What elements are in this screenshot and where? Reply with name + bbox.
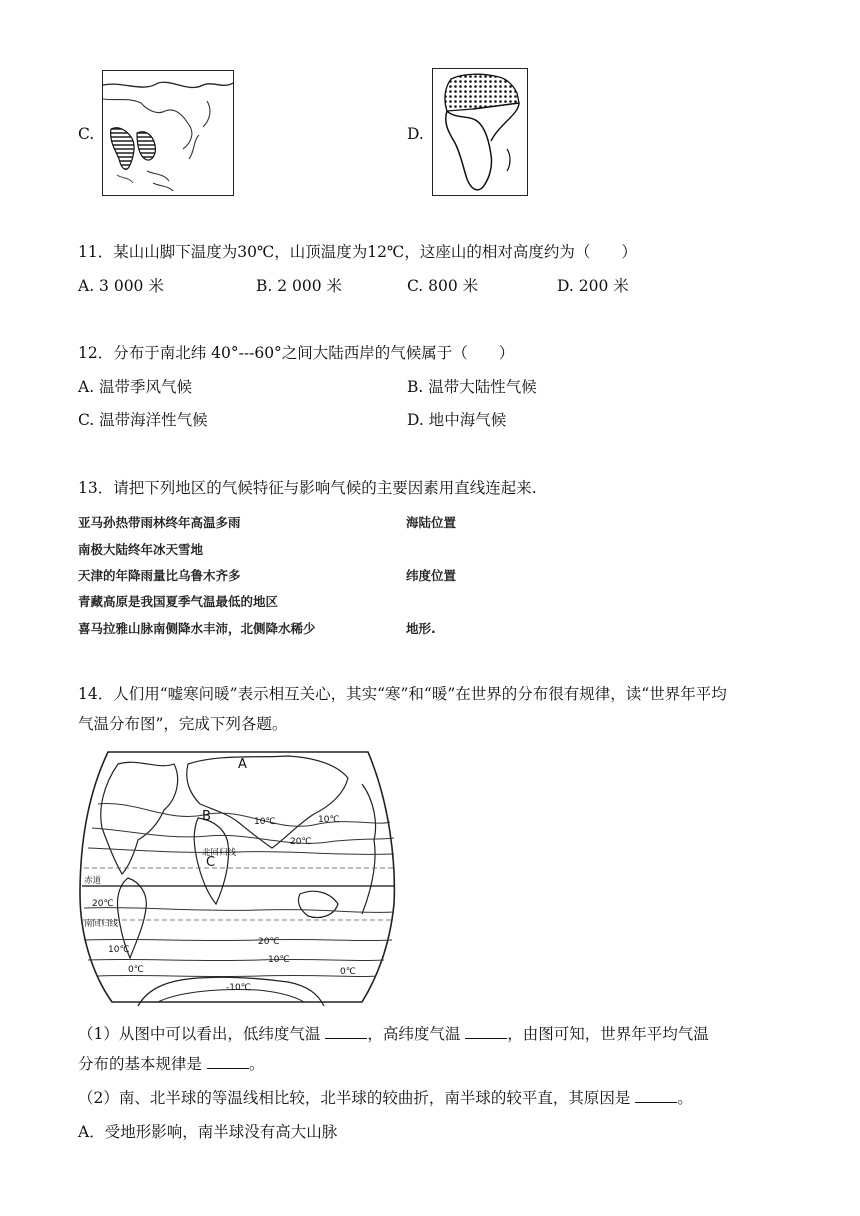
- world-temperature-map: [78, 744, 398, 1006]
- q13-left-item[interactable]: 亚马孙热带雨林终年高温多雨: [78, 515, 241, 530]
- point-b-label: B: [202, 809, 211, 824]
- q11-option-c[interactable]: C. 800 米: [407, 277, 479, 295]
- q12-option-b[interactable]: B. 温带大陆性气候: [407, 378, 537, 396]
- isotherm-label: 0℃: [128, 965, 144, 975]
- asia-map-image: [103, 71, 233, 195]
- q13-stem: 13．请把下列地区的气候特征与影响气候的主要因素用直线连起来.: [78, 479, 537, 497]
- isotherm-label: 10℃: [108, 945, 130, 955]
- isotherm-label: 10℃: [254, 817, 276, 827]
- q14-stem-line2: 气温分布图”，完成下列各题。: [78, 715, 288, 733]
- q13-left-item[interactable]: 南极大陆终年冰天雪地: [78, 542, 204, 557]
- q14-stem-line1: 14．人们用“嘘寒问暖”表示相互关心，其实“寒”和“暖”在世界的分布很有规律，读“世界年平均: [78, 685, 727, 703]
- q13-left-item[interactable]: 天津的年降雨量比乌鲁木齐多: [78, 568, 241, 583]
- q13-right-item[interactable]: 海陆位置: [406, 515, 457, 530]
- q14-sub1-text-b: ，高纬度气温: [367, 1025, 461, 1043]
- isotherm-label: 20℃: [92, 899, 114, 909]
- q12-option-d[interactable]: D. 地中海气候: [407, 411, 507, 429]
- q14-sub2: [78, 1088, 693, 1108]
- option-c-label: C.: [78, 125, 95, 143]
- q13-left-item[interactable]: 喜马拉雅山脉南侧降水丰沛，北侧降水稀少: [78, 621, 316, 636]
- q14-sub1-end: 。: [248, 1055, 265, 1073]
- q11-option-a[interactable]: A. 3 000 米: [78, 277, 164, 295]
- q14-sub1-line1: [78, 1024, 709, 1044]
- tropic-label: 北回归线: [202, 848, 237, 858]
- map-c-asia: [102, 70, 234, 196]
- q13-right-item[interactable]: 地形.: [406, 621, 436, 636]
- answer-blank-rule[interactable]: [207, 1054, 249, 1069]
- q14-sub1-text-a: （1）从图中可以看出，低纬度气温: [78, 1025, 321, 1043]
- answer-blank-high-latitude[interactable]: [465, 1024, 507, 1039]
- q11-option-b[interactable]: B. 2 000 米: [256, 277, 343, 295]
- equator-label: 赤道: [84, 876, 102, 886]
- q14-sub1-line2-text: 分布的基本规律是: [78, 1055, 203, 1073]
- q14-sub1-text-c: ，由图可知，世界年平均气温: [507, 1025, 709, 1043]
- africa-map-image: [433, 69, 527, 195]
- isotherm-label: -10℃: [226, 983, 251, 993]
- point-c-label: C: [206, 855, 216, 870]
- q12-stem: 12．分布于南北纬 40°---60°之间大陆西岸的气候属于（ ）: [78, 344, 515, 362]
- isotherm-label: 20℃: [290, 837, 312, 847]
- tropic-south-label: 南回归线: [84, 919, 119, 929]
- q12-option-a[interactable]: A. 温带季风气候: [78, 378, 193, 396]
- map-d-africa: [432, 68, 528, 196]
- isotherm-label: 0℃: [340, 967, 356, 977]
- q12-option-c[interactable]: C. 温带海洋性气候: [78, 411, 208, 429]
- answer-blank-low-latitude[interactable]: [325, 1024, 367, 1039]
- q14-sub2-end: 。: [677, 1089, 693, 1107]
- isotherm-label: 10℃: [318, 815, 340, 825]
- option-d-label: D.: [407, 125, 424, 143]
- q14-sub2-text: （2）南、北半球的等温线相比较，北半球的较曲折，南半球的较平直，其原因是: [78, 1089, 631, 1107]
- answer-blank-reason[interactable]: [635, 1088, 677, 1103]
- q14-sub1-line2: [78, 1054, 264, 1074]
- q13-right-item[interactable]: 纬度位置: [406, 568, 457, 583]
- q11-stem: 11．某山山脚下温度为30℃，山顶温度为12℃，这座山的相对高度约为（ ）: [78, 243, 637, 261]
- q11-option-d[interactable]: D. 200 米: [557, 277, 629, 295]
- point-a-label: A: [238, 757, 247, 772]
- q13-left-item[interactable]: 青藏高原是我国夏季气温最低的地区: [78, 594, 279, 609]
- q14-sub2-option-a[interactable]: A．受地形影响，南半球没有高大山脉: [78, 1123, 338, 1141]
- isotherm-label: 10℃: [268, 955, 290, 965]
- isotherm-label: 20℃: [258, 937, 280, 947]
